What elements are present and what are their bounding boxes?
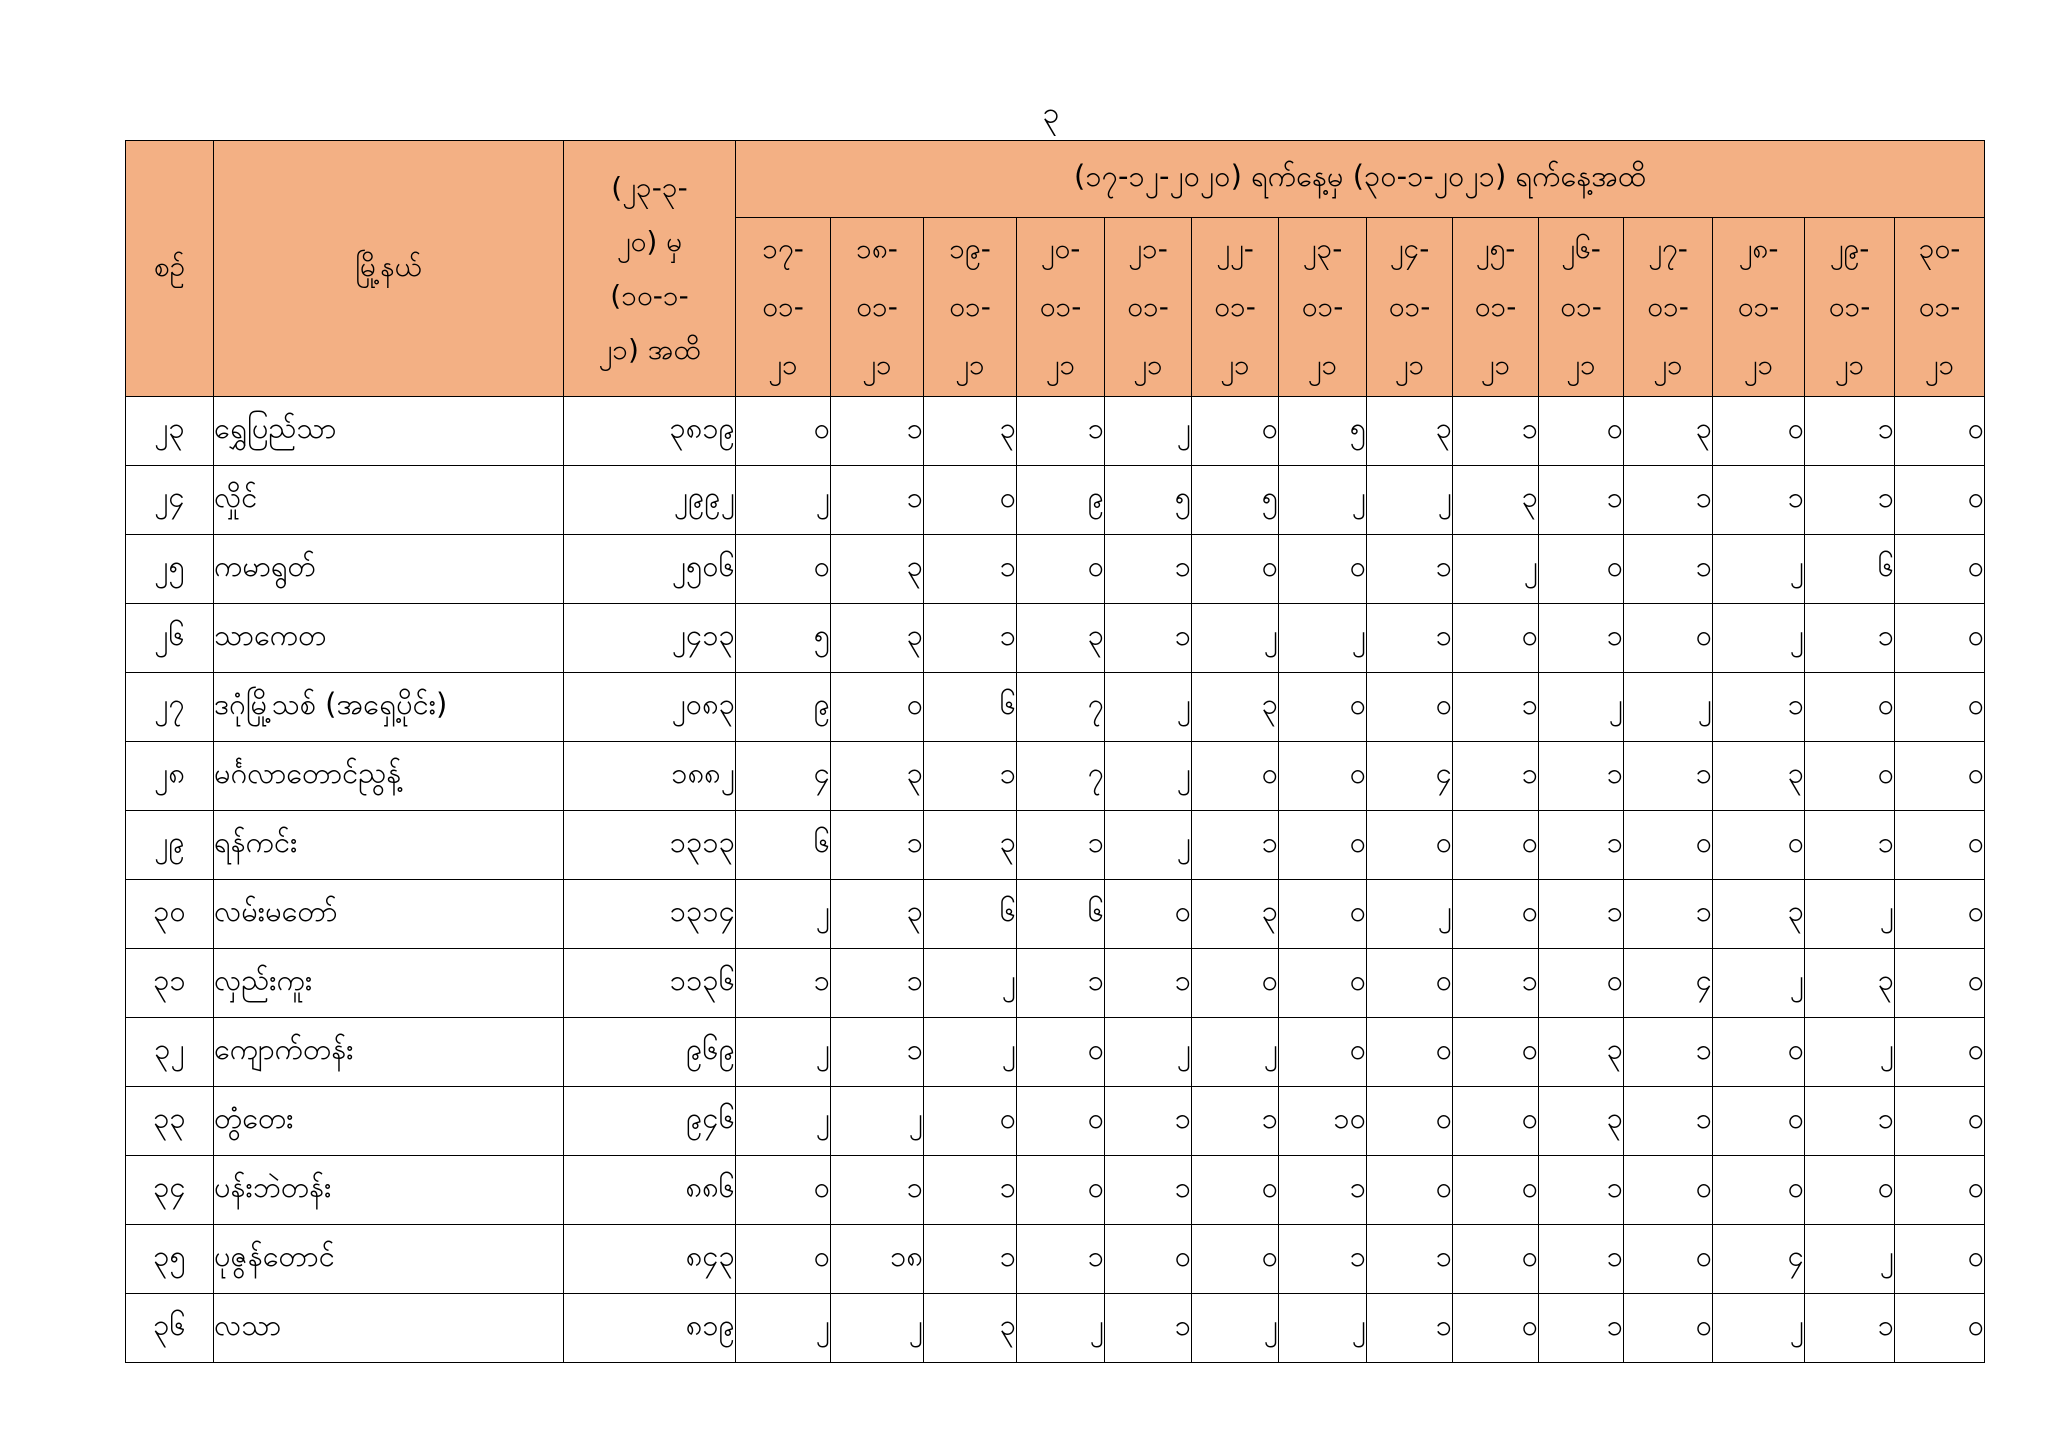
row-daily-value: ၂ bbox=[736, 1294, 831, 1363]
row-daily-value: ၁ bbox=[1805, 811, 1895, 880]
row-daily-value: ၀ bbox=[1895, 1225, 1985, 1294]
row-daily-value: ၀ bbox=[1805, 742, 1895, 811]
row-daily-value: ၀ bbox=[1895, 604, 1985, 673]
row-daily-value: ၁ bbox=[1805, 397, 1895, 466]
row-daily-value: ၀ bbox=[1895, 1087, 1985, 1156]
row-daily-value: ၁ bbox=[1453, 673, 1539, 742]
row-serial: ၂၃ bbox=[126, 397, 214, 466]
row-daily-value: ၀ bbox=[1453, 1156, 1539, 1225]
row-daily-value: ၂ bbox=[1279, 1294, 1367, 1363]
row-township: လှည်းကူး bbox=[214, 949, 564, 1018]
row-daily-value: ၅ bbox=[1192, 466, 1279, 535]
row-daily-value: ၀ bbox=[1713, 1156, 1805, 1225]
row-serial: ၂၆ bbox=[126, 604, 214, 673]
row-daily-value: ၀ bbox=[1279, 535, 1367, 604]
row-serial: ၃၁ bbox=[126, 949, 214, 1018]
row-daily-value: ၀ bbox=[1624, 1225, 1713, 1294]
total-range-header: (၂၃-၃- ၂၀) မှ (၁၀-၁- ၂၁) အထိ bbox=[564, 141, 736, 397]
row-daily-value: ၀ bbox=[736, 1225, 831, 1294]
row-daily-value: ၁ bbox=[1105, 535, 1192, 604]
row-daily-value: ၀ bbox=[1713, 1087, 1805, 1156]
row-daily-value: ၀ bbox=[1895, 1018, 1985, 1087]
row-township: ရန်ကင်း bbox=[214, 811, 564, 880]
row-daily-value: ၁ bbox=[924, 742, 1017, 811]
row-daily-value: ၂ bbox=[1453, 535, 1539, 604]
row-daily-value: ၀ bbox=[1279, 742, 1367, 811]
row-daily-value: ၁ bbox=[1539, 604, 1624, 673]
row-serial: ၃၃ bbox=[126, 1087, 214, 1156]
row-daily-value: ၀ bbox=[1105, 880, 1192, 949]
date-header: ၂၆- ၀၁- ၂၁ bbox=[1539, 218, 1624, 397]
row-daily-value: ၃ bbox=[1713, 880, 1805, 949]
row-daily-value: ၀ bbox=[1453, 811, 1539, 880]
row-daily-value: ၂ bbox=[924, 1018, 1017, 1087]
row-daily-value: ၁၀ bbox=[1279, 1087, 1367, 1156]
row-daily-value: ၂ bbox=[1539, 673, 1624, 742]
row-daily-value: ၂ bbox=[1713, 949, 1805, 1018]
serial-header: စဉ် bbox=[126, 141, 214, 397]
row-daily-value: ၁ bbox=[924, 604, 1017, 673]
row-daily-value: ၂ bbox=[1105, 397, 1192, 466]
row-daily-value: ၀ bbox=[1279, 880, 1367, 949]
row-daily-value: ၁ bbox=[1624, 466, 1713, 535]
date-header: ၂၄- ၀၁- ၂၁ bbox=[1367, 218, 1453, 397]
row-daily-value: ၁ bbox=[1105, 1087, 1192, 1156]
row-daily-value: ၀ bbox=[1192, 742, 1279, 811]
row-daily-value: ၀ bbox=[1713, 1018, 1805, 1087]
row-daily-value: ၁ bbox=[924, 1156, 1017, 1225]
row-daily-value: ၁ bbox=[831, 1018, 924, 1087]
township-header: မြို့နယ် bbox=[214, 141, 564, 397]
row-daily-value: ၁ bbox=[736, 949, 831, 1018]
row-daily-value: ၁ bbox=[1539, 1294, 1624, 1363]
row-daily-value: ၀ bbox=[1895, 1156, 1985, 1225]
row-daily-value: ၁ bbox=[1105, 1294, 1192, 1363]
row-daily-value: ၀ bbox=[1367, 1156, 1453, 1225]
row-daily-value: ၀ bbox=[1453, 604, 1539, 673]
table-row bbox=[126, 1156, 1985, 1225]
row-daily-value: ၁ bbox=[1805, 1294, 1895, 1363]
row-daily-value: ၁ bbox=[1367, 535, 1453, 604]
row-daily-value: ၃ bbox=[831, 604, 924, 673]
table-row bbox=[126, 949, 1985, 1018]
row-daily-value: ၄ bbox=[1624, 949, 1713, 1018]
row-daily-value: ၂ bbox=[1279, 466, 1367, 535]
table-row bbox=[126, 811, 1985, 880]
date-header: ၂၅- ၀၁- ၂၁ bbox=[1453, 218, 1539, 397]
row-daily-value: ၆ bbox=[1017, 880, 1105, 949]
row-daily-value: ၄ bbox=[1367, 742, 1453, 811]
row-daily-value: ၁ bbox=[1017, 397, 1105, 466]
row-daily-value: ၃ bbox=[1192, 880, 1279, 949]
date-header: ၂၀- ၀၁- ၂၁ bbox=[1017, 218, 1105, 397]
row-daily-value: ၀ bbox=[1017, 535, 1105, 604]
row-serial: ၃၅ bbox=[126, 1225, 214, 1294]
row-daily-value: ၂ bbox=[924, 949, 1017, 1018]
row-daily-value: ၀ bbox=[1713, 811, 1805, 880]
row-total: ၈၈၆ bbox=[564, 1156, 736, 1225]
row-daily-value: ၀ bbox=[1192, 535, 1279, 604]
row-daily-value: ၁ bbox=[1279, 1225, 1367, 1294]
row-township: လမ်းမတော် bbox=[214, 880, 564, 949]
row-daily-value: ၁ bbox=[1192, 1087, 1279, 1156]
row-township: ကမာရွတ် bbox=[214, 535, 564, 604]
row-daily-value: ၀ bbox=[736, 1156, 831, 1225]
row-daily-value: ၂ bbox=[1105, 811, 1192, 880]
row-township: လသာ bbox=[214, 1294, 564, 1363]
row-daily-value: ၁ bbox=[1805, 466, 1895, 535]
row-daily-value: ၂ bbox=[831, 1087, 924, 1156]
row-daily-value: ၁ bbox=[1624, 1087, 1713, 1156]
row-daily-value: ၄ bbox=[736, 742, 831, 811]
row-daily-value: ၆ bbox=[924, 880, 1017, 949]
row-daily-value: ၀ bbox=[1192, 949, 1279, 1018]
row-daily-value: ၀ bbox=[1367, 673, 1453, 742]
row-daily-value: ၃ bbox=[1017, 604, 1105, 673]
row-daily-value: ၁ bbox=[1713, 466, 1805, 535]
row-daily-value: ၁ bbox=[1713, 673, 1805, 742]
row-daily-value: ၁ bbox=[1624, 742, 1713, 811]
row-daily-value: ၁ bbox=[1017, 949, 1105, 1018]
row-daily-value: ၂ bbox=[1713, 1294, 1805, 1363]
row-daily-value: ၀ bbox=[1805, 673, 1895, 742]
row-daily-value: ၀ bbox=[1453, 880, 1539, 949]
row-daily-value: ၁ bbox=[1017, 811, 1105, 880]
row-daily-value: ၃ bbox=[831, 880, 924, 949]
row-total: ၈၁၉ bbox=[564, 1294, 736, 1363]
row-daily-value: ၀ bbox=[1713, 397, 1805, 466]
table-row bbox=[126, 604, 1985, 673]
row-daily-value: ၁ bbox=[831, 811, 924, 880]
row-daily-value: ၇ bbox=[1017, 742, 1105, 811]
row-daily-value: ၁ bbox=[1279, 1156, 1367, 1225]
row-total: ၈၄၃ bbox=[564, 1225, 736, 1294]
row-daily-value: ၁ bbox=[831, 466, 924, 535]
row-daily-value: ၁ bbox=[924, 1225, 1017, 1294]
row-daily-value: ၀ bbox=[1367, 1018, 1453, 1087]
row-daily-value: ၁ bbox=[1453, 949, 1539, 1018]
table-row bbox=[126, 880, 1985, 949]
row-daily-value: ၂ bbox=[736, 1087, 831, 1156]
row-daily-value: ၀ bbox=[1805, 1156, 1895, 1225]
row-daily-value: ၁ bbox=[1105, 949, 1192, 1018]
row-daily-value: ၁ bbox=[1539, 1156, 1624, 1225]
table-row bbox=[126, 1018, 1985, 1087]
row-total: ၉၄၆ bbox=[564, 1087, 736, 1156]
row-total: ၁၃၁၄ bbox=[564, 880, 736, 949]
row-daily-value: ၀ bbox=[1895, 811, 1985, 880]
row-township: သာကေတ bbox=[214, 604, 564, 673]
row-daily-value: ၁ bbox=[1805, 1087, 1895, 1156]
date-header: ၂၇- ၀၁- ၂၁ bbox=[1624, 218, 1713, 397]
row-daily-value: ၁ bbox=[831, 1156, 924, 1225]
row-daily-value: ၃ bbox=[1805, 949, 1895, 1018]
table-row bbox=[126, 466, 1985, 535]
row-daily-value: ၀ bbox=[1539, 397, 1624, 466]
table-row bbox=[126, 1294, 1985, 1363]
row-daily-value: ၁ bbox=[1539, 880, 1624, 949]
row-daily-value: ၁ bbox=[1624, 1018, 1713, 1087]
row-total: ၂၅၀၆ bbox=[564, 535, 736, 604]
row-daily-value: ၃ bbox=[924, 811, 1017, 880]
table-row bbox=[126, 535, 1985, 604]
row-total: ၁၈၈၂ bbox=[564, 742, 736, 811]
row-daily-value: ၇ bbox=[1017, 673, 1105, 742]
row-daily-value: ၁ bbox=[1624, 535, 1713, 604]
row-daily-value: ၂ bbox=[1713, 535, 1805, 604]
table-row bbox=[126, 673, 1985, 742]
table-row bbox=[126, 1087, 1985, 1156]
row-serial: ၃၆ bbox=[126, 1294, 214, 1363]
row-serial: ၂၇ bbox=[126, 673, 214, 742]
row-daily-value: ၁ bbox=[1105, 1156, 1192, 1225]
row-daily-value: ၀ bbox=[924, 466, 1017, 535]
row-daily-value: ၀ bbox=[1895, 466, 1985, 535]
row-daily-value: ၂ bbox=[1367, 466, 1453, 535]
row-daily-value: ၂ bbox=[1192, 1294, 1279, 1363]
row-daily-value: ၉ bbox=[1017, 466, 1105, 535]
date-header: ၂၈- ၀၁- ၂၁ bbox=[1713, 218, 1805, 397]
row-daily-value: ၀ bbox=[1895, 1294, 1985, 1363]
row-daily-value: ၃ bbox=[1192, 673, 1279, 742]
date-header: ၂၉- ၀၁- ၂၁ bbox=[1805, 218, 1895, 397]
row-daily-value: ၀ bbox=[1895, 397, 1985, 466]
row-daily-value: ၁ bbox=[1105, 604, 1192, 673]
row-daily-value: ၆ bbox=[736, 811, 831, 880]
row-daily-value: ၀ bbox=[1192, 1156, 1279, 1225]
date-header: ၁၉- ၀၁- ၂၁ bbox=[924, 218, 1017, 397]
row-daily-value: ၅ bbox=[1105, 466, 1192, 535]
row-daily-value: ၁ bbox=[1017, 1225, 1105, 1294]
row-daily-value: ၁ bbox=[1539, 811, 1624, 880]
row-daily-value: ၃ bbox=[1713, 742, 1805, 811]
row-daily-value: ၀ bbox=[1895, 535, 1985, 604]
date-header: ၁၈- ၀၁- ၂၁ bbox=[831, 218, 924, 397]
row-serial: ၃၀ bbox=[126, 880, 214, 949]
row-daily-value: ၄ bbox=[1713, 1225, 1805, 1294]
row-daily-value: ၁ bbox=[924, 535, 1017, 604]
row-total: ၂၀၈၃ bbox=[564, 673, 736, 742]
row-township: ရွှေပြည်သာ bbox=[214, 397, 564, 466]
row-daily-value: ၀ bbox=[736, 535, 831, 604]
row-daily-value: ၀ bbox=[1367, 1087, 1453, 1156]
row-daily-value: ၂ bbox=[1105, 742, 1192, 811]
row-daily-value: ၁ bbox=[1453, 742, 1539, 811]
date-header: ၂၂- ၀၁- ၂၁ bbox=[1192, 218, 1279, 397]
row-daily-value: ၀ bbox=[1895, 880, 1985, 949]
row-serial: ၃၄ bbox=[126, 1156, 214, 1225]
row-daily-value: ၀ bbox=[1895, 673, 1985, 742]
row-daily-value: ၀ bbox=[831, 673, 924, 742]
row-daily-value: ၃ bbox=[831, 535, 924, 604]
row-daily-value: ၀ bbox=[1279, 673, 1367, 742]
row-daily-value: ၀ bbox=[1539, 949, 1624, 1018]
row-total: ၁၃၁၃ bbox=[564, 811, 736, 880]
row-daily-value: ၂ bbox=[736, 466, 831, 535]
row-daily-value: ၀ bbox=[1453, 1225, 1539, 1294]
row-daily-value: ၀ bbox=[1279, 949, 1367, 1018]
row-daily-value: ၀ bbox=[1105, 1225, 1192, 1294]
date-header: ၂၁- ၀၁- ၂၁ bbox=[1105, 218, 1192, 397]
row-daily-value: ၃ bbox=[924, 1294, 1017, 1363]
row-daily-value: ၂ bbox=[1017, 1294, 1105, 1363]
row-daily-value: ၂ bbox=[736, 880, 831, 949]
row-daily-value: ၂ bbox=[1105, 1018, 1192, 1087]
row-daily-value: ၁ bbox=[1367, 1225, 1453, 1294]
row-serial: ၂၈ bbox=[126, 742, 214, 811]
row-daily-value: ၁ bbox=[1805, 604, 1895, 673]
row-serial: ၂၅ bbox=[126, 535, 214, 604]
row-daily-value: ၁၈ bbox=[831, 1225, 924, 1294]
row-total: ၃၈၁၉ bbox=[564, 397, 736, 466]
row-daily-value: ၀ bbox=[924, 1087, 1017, 1156]
row-daily-value: ၃ bbox=[1539, 1087, 1624, 1156]
period-header: (၁၇-၁၂-၂၀၂၀) ရက်နေ့မှ (၃၀-၁-၂၀၂၁) ရက်နေ့အထိ bbox=[736, 141, 1985, 218]
row-daily-value: ၁ bbox=[1539, 466, 1624, 535]
row-daily-value: ၃ bbox=[1367, 397, 1453, 466]
row-serial: ၂၉ bbox=[126, 811, 214, 880]
row-daily-value: ၀ bbox=[1453, 1018, 1539, 1087]
row-daily-value: ၀ bbox=[1624, 1294, 1713, 1363]
row-daily-value: ၂ bbox=[1713, 604, 1805, 673]
row-total: ၂၉၉၂ bbox=[564, 466, 736, 535]
row-township: မင်္ဂလာတောင်ညွန့် bbox=[214, 742, 564, 811]
row-daily-value: ၀ bbox=[1192, 397, 1279, 466]
row-daily-value: ၂ bbox=[1279, 604, 1367, 673]
row-daily-value: ၆ bbox=[1805, 535, 1895, 604]
row-daily-value: ၁ bbox=[1367, 1294, 1453, 1363]
row-daily-value: ၉ bbox=[736, 673, 831, 742]
row-daily-value: ၁ bbox=[1367, 604, 1453, 673]
date-header: ၂၃- ၀၁- ၂၁ bbox=[1279, 218, 1367, 397]
table-row bbox=[126, 742, 1985, 811]
row-daily-value: ၀ bbox=[1192, 1225, 1279, 1294]
row-daily-value: ၃ bbox=[831, 742, 924, 811]
row-total: ၉၆၉ bbox=[564, 1018, 736, 1087]
row-daily-value: ၃ bbox=[1539, 1018, 1624, 1087]
row-daily-value: ၀ bbox=[1279, 1018, 1367, 1087]
row-township: ပန်းဘဲတန်း bbox=[214, 1156, 564, 1225]
row-daily-value: ၁ bbox=[1624, 880, 1713, 949]
page-number: ၃ bbox=[1042, 96, 1060, 131]
row-daily-value: ၂ bbox=[1367, 880, 1453, 949]
row-daily-value: ၁ bbox=[1192, 811, 1279, 880]
covid-cases-table bbox=[125, 140, 1985, 1363]
row-daily-value: ၀ bbox=[1539, 535, 1624, 604]
row-daily-value: ၂ bbox=[1805, 1018, 1895, 1087]
row-daily-value: ၁ bbox=[1539, 1225, 1624, 1294]
table-row bbox=[126, 1225, 1985, 1294]
row-daily-value: ၀ bbox=[1624, 1156, 1713, 1225]
row-township: လှိုင် bbox=[214, 466, 564, 535]
row-daily-value: ၀ bbox=[1624, 811, 1713, 880]
row-daily-value: ၀ bbox=[1367, 949, 1453, 1018]
row-daily-value: ၀ bbox=[1367, 811, 1453, 880]
row-daily-value: ၀ bbox=[1017, 1087, 1105, 1156]
row-daily-value: ၂ bbox=[1805, 1225, 1895, 1294]
row-township: ပုဇွန်တောင် bbox=[214, 1225, 564, 1294]
row-daily-value: ၀ bbox=[1895, 949, 1985, 1018]
row-daily-value: ၂ bbox=[831, 1294, 924, 1363]
row-daily-value: ၁ bbox=[831, 949, 924, 1018]
row-daily-value: ၁ bbox=[1539, 742, 1624, 811]
row-daily-value: ၀ bbox=[1453, 1294, 1539, 1363]
row-daily-value: ၂ bbox=[1192, 1018, 1279, 1087]
row-daily-value: ၀ bbox=[1624, 604, 1713, 673]
row-daily-value: ၂ bbox=[736, 1018, 831, 1087]
row-daily-value: ၀ bbox=[1017, 1156, 1105, 1225]
row-daily-value: ၃ bbox=[1624, 397, 1713, 466]
row-serial: ၂၄ bbox=[126, 466, 214, 535]
date-header: ၁၇- ၀၁- ၂၁ bbox=[736, 218, 831, 397]
row-daily-value: ၀ bbox=[736, 397, 831, 466]
row-daily-value: ၆ bbox=[924, 673, 1017, 742]
row-daily-value: ၀ bbox=[1453, 1087, 1539, 1156]
row-daily-value: ၀ bbox=[1017, 1018, 1105, 1087]
row-daily-value: ၅ bbox=[1279, 397, 1367, 466]
row-total: ၁၁၃၆ bbox=[564, 949, 736, 1018]
row-township: တွံတေး bbox=[214, 1087, 564, 1156]
row-daily-value: ၂ bbox=[1192, 604, 1279, 673]
row-daily-value: ၃ bbox=[924, 397, 1017, 466]
row-daily-value: ၂ bbox=[1624, 673, 1713, 742]
row-township: ဒဂုံမြို့သစ် (အရှေ့ပိုင်း) bbox=[214, 673, 564, 742]
row-township: ကျောက်တန်း bbox=[214, 1018, 564, 1087]
row-daily-value: ၃ bbox=[1453, 466, 1539, 535]
row-daily-value: ၁ bbox=[1453, 397, 1539, 466]
row-daily-value: ၀ bbox=[1895, 742, 1985, 811]
row-daily-value: ၂ bbox=[1805, 880, 1895, 949]
row-daily-value: ၂ bbox=[1105, 673, 1192, 742]
row-total: ၂၄၁၃ bbox=[564, 604, 736, 673]
row-daily-value: ၁ bbox=[831, 397, 924, 466]
table-row bbox=[126, 397, 1985, 466]
row-daily-value: ၀ bbox=[1279, 811, 1367, 880]
date-header: ၃၀- ၀၁- ၂၁ bbox=[1895, 218, 1985, 397]
row-daily-value: ၅ bbox=[736, 604, 831, 673]
row-serial: ၃၂ bbox=[126, 1018, 214, 1087]
